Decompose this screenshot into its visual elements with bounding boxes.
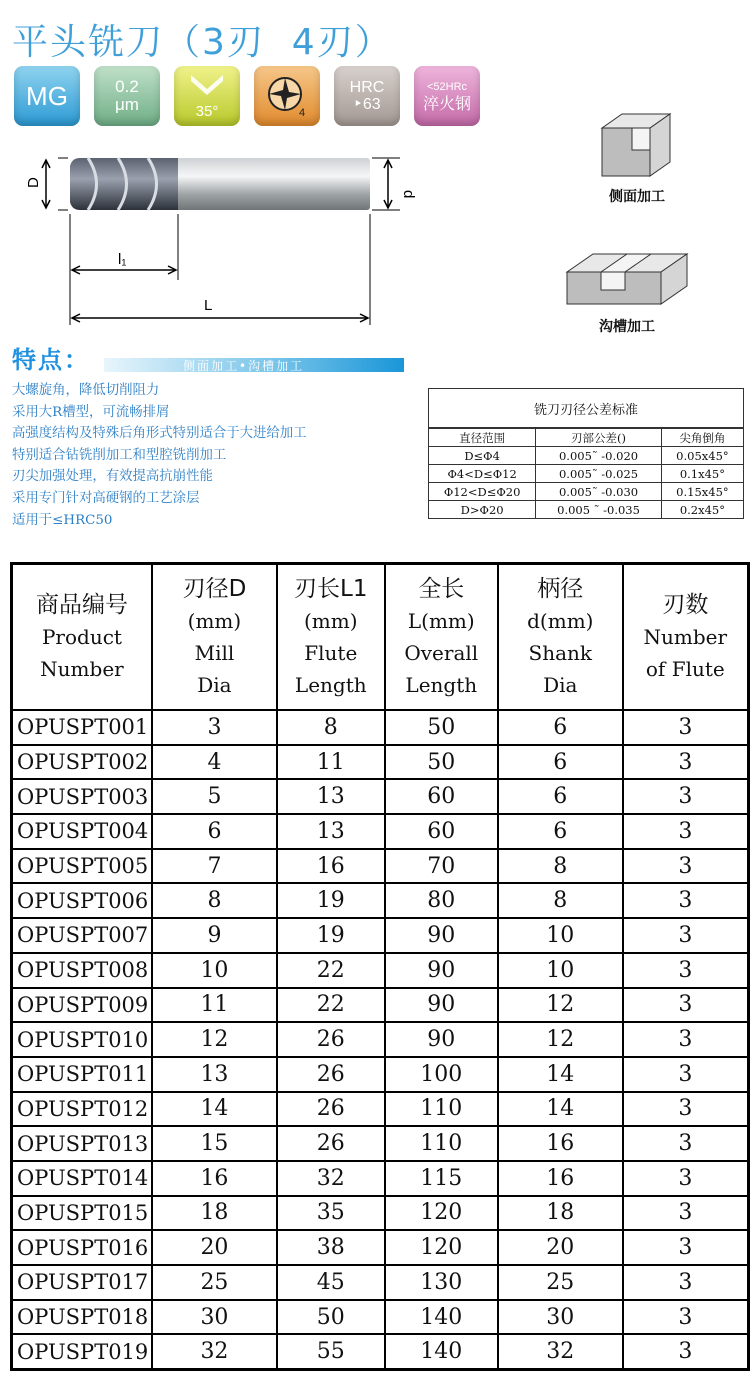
table-row: [12, 779, 749, 814]
tolerance-cell: 0.05x45°: [661, 447, 743, 465]
features-subtitle: 侧面加工•沟槽加工: [183, 359, 305, 373]
column-header: [498, 564, 623, 711]
spec-cell: 30: [152, 1300, 277, 1335]
spec-cell: 26: [277, 1092, 385, 1127]
spec-cell: 3: [623, 1126, 749, 1161]
spec-cell: 8: [277, 710, 385, 745]
D-label: D: [25, 177, 42, 188]
flute-body: [70, 158, 178, 210]
table-row: [12, 814, 749, 849]
hardened-steel-badge: [414, 66, 480, 126]
spec-cell: 3: [623, 1092, 749, 1127]
product-number-cell: OPUSPT004: [12, 814, 152, 849]
spec-cell: 3: [623, 953, 749, 988]
product-number-cell: OPUSPT014: [12, 1161, 152, 1196]
tolerance-cell: D≤Φ4: [429, 447, 536, 465]
tolerance-cell: 0.2x45°: [661, 501, 743, 519]
column-header: [152, 564, 277, 711]
tolerance-header-row: [429, 429, 743, 447]
spec-cell: 11: [152, 988, 277, 1023]
table-row: [12, 883, 749, 918]
spec-cell: 13: [152, 1057, 277, 1092]
spec-cell: 10: [152, 953, 277, 988]
spec-cell: 3: [152, 710, 277, 745]
spec-cell: 3: [623, 1022, 749, 1057]
product-number-cell: OPUSPT013: [12, 1126, 152, 1161]
tolerance-cell: 0.005˜ -0.025: [536, 465, 662, 483]
product-spec-table: [10, 562, 750, 1371]
spec-cell: 3: [623, 1161, 749, 1196]
tolerance-cell: 0.005˜ -0.020: [536, 447, 662, 465]
spec-header-row: [12, 564, 749, 711]
spec-cell: 45: [277, 1265, 385, 1300]
spec-cell: 3: [623, 988, 749, 1023]
spec-cell: 140: [385, 1300, 498, 1335]
spec-cell: 120: [385, 1196, 498, 1231]
spec-cell: 6: [498, 745, 623, 780]
spec-cell: 70: [385, 849, 498, 884]
spec-cell: 3: [623, 1196, 749, 1231]
tolerance-row: [429, 483, 743, 501]
spec-cell: 9: [152, 918, 277, 953]
spec-cell: 90: [385, 953, 498, 988]
spec-cell: 12: [498, 988, 623, 1023]
spec-cell: 3: [623, 710, 749, 745]
product-number-cell: OPUSPT017: [12, 1265, 152, 1300]
spec-cell: 20: [152, 1230, 277, 1265]
spec-cell: 35: [277, 1196, 385, 1231]
spec-cell: 19: [277, 883, 385, 918]
column-header-line: (mm): [304, 609, 358, 633]
spec-cell: 50: [385, 710, 498, 745]
table-row: [12, 918, 749, 953]
features-header: [8, 340, 412, 374]
spec-cell: 6: [498, 710, 623, 745]
column-header-line: L(mm): [407, 609, 475, 633]
spec-cell: 25: [152, 1265, 277, 1300]
tolerance-cell: D>Φ20: [429, 501, 536, 519]
slot-milling-icon: [563, 240, 691, 310]
features-title: 特点：: [12, 346, 90, 374]
slot-milling-figure: [562, 240, 692, 336]
spec-cell: 100: [385, 1057, 498, 1092]
product-number-cell: OPUSPT011: [12, 1057, 152, 1092]
spec-cell: 3: [623, 1265, 749, 1300]
feature-item: 采用专门针对高硬钢的工艺涂层: [12, 490, 200, 506]
table-row: [12, 1092, 749, 1127]
side-milling-figure: [582, 110, 692, 206]
spec-cell: 15: [152, 1126, 277, 1161]
feature-item: 适用于≤HRC50: [12, 512, 113, 528]
tolerance-cell: Φ12<D≤Φ20: [429, 483, 536, 501]
spec-cell: 26: [277, 1057, 385, 1092]
table-row: [12, 1126, 749, 1161]
table-row: [12, 849, 749, 884]
spec-cell: 8: [498, 849, 623, 884]
side-milling-icon: [592, 110, 682, 180]
hrc-value: ‣63: [353, 96, 381, 113]
spec-cell: 12: [152, 1022, 277, 1057]
table-row: [12, 1057, 749, 1092]
spec-cell: 80: [385, 883, 498, 918]
spec-cell: 12: [498, 1022, 623, 1057]
side-milling-label: 侧面加工: [609, 189, 665, 205]
table-row: [12, 710, 749, 745]
flute-cross-section-icon: [265, 74, 309, 118]
spec-cell: 90: [385, 918, 498, 953]
product-number-cell: OPUSPT012: [12, 1092, 152, 1127]
helix-angle-badge: [174, 66, 240, 126]
spec-cell: 3: [623, 1057, 749, 1092]
tolerance-cell: 0.005˜ -0.030: [536, 483, 662, 501]
spec-cell: 4: [152, 745, 277, 780]
product-number-cell: OPUSPT005: [12, 849, 152, 884]
hardness-badge: [334, 66, 400, 126]
spec-cell: 8: [498, 883, 623, 918]
column-header-zh: 柄径: [537, 576, 584, 602]
tolerance-table: [428, 388, 744, 519]
features-list: [12, 380, 307, 531]
column-header-zh: 刃数: [662, 592, 709, 618]
spec-table-body: [12, 710, 749, 1370]
spec-cell: 55: [277, 1334, 385, 1369]
spec-cell: 3: [623, 918, 749, 953]
hrc-label: HRC: [349, 79, 385, 96]
product-number-cell: OPUSPT015: [12, 1196, 152, 1231]
spec-cell: 22: [277, 953, 385, 988]
table-row: [12, 1196, 749, 1231]
tolerance-header: 刃部公差(): [536, 429, 662, 447]
spec-cell: 14: [498, 1057, 623, 1092]
feature-item: 刃尖加强处理，有效提高抗崩性能: [12, 469, 213, 485]
page-title: 平头铣刀（3刃 4刃）: [12, 22, 393, 63]
spec-cell: 120: [385, 1230, 498, 1265]
product-number-cell: OPUSPT001: [12, 710, 152, 745]
spec-cell: 22: [277, 988, 385, 1023]
spec-cell: 16: [277, 849, 385, 884]
spec-cell: 32: [498, 1334, 623, 1369]
product-number-cell: OPUSPT009: [12, 988, 152, 1023]
column-header: [12, 564, 152, 711]
feature-item: 采用大R槽型，可流畅排屑: [12, 404, 170, 420]
spec-cell: 6: [152, 814, 277, 849]
feature-item: 特别适合钻铣削加工和型腔铣削加工: [12, 447, 227, 463]
column-header-line: Length: [405, 673, 478, 697]
table-row: [12, 1300, 749, 1335]
spec-cell: 130: [385, 1265, 498, 1300]
spec-cell: 110: [385, 1092, 498, 1127]
column-header-zh: 全长: [418, 576, 465, 602]
spec-cell: 14: [498, 1092, 623, 1127]
product-number-cell: OPUSPT016: [12, 1230, 152, 1265]
spec-cell: 16: [498, 1126, 623, 1161]
product-number-cell: OPUSPT008: [12, 953, 152, 988]
product-number-cell: OPUSPT002: [12, 745, 152, 780]
table-row: [12, 988, 749, 1023]
spec-cell: 3: [623, 849, 749, 884]
L-label: L: [204, 297, 213, 314]
spec-cell: 14: [152, 1092, 277, 1127]
spec-cell: 90: [385, 988, 498, 1023]
product-number-cell: OPUSPT010: [12, 1022, 152, 1057]
column-header-zh: 刃径D: [182, 576, 247, 602]
grain-size-badge: [94, 66, 160, 126]
spec-cell: 18: [152, 1196, 277, 1231]
mg-label: MG: [26, 80, 68, 111]
column-header-line: Shank: [528, 641, 593, 665]
table-row: [12, 1265, 749, 1300]
spec-cell: 5: [152, 779, 277, 814]
table-row: [12, 745, 749, 780]
column-header-line: Product: [41, 625, 122, 649]
column-header-line: Number: [40, 657, 124, 681]
spec-cell: 25: [498, 1265, 623, 1300]
d-label: d: [400, 190, 417, 199]
product-number-cell: OPUSPT006: [12, 883, 152, 918]
flute-count-badge: [254, 66, 320, 126]
tolerance-row: [429, 501, 743, 519]
spec-cell: 6: [498, 814, 623, 849]
hardened-steel-label: 淬火钢: [422, 96, 471, 113]
spec-cell: 13: [277, 779, 385, 814]
column-header-line: Length: [294, 673, 367, 697]
shank-body: [175, 158, 370, 210]
spec-cell: 11: [277, 745, 385, 780]
spec-cell: 60: [385, 814, 498, 849]
product-number-cell: OPUSPT018: [12, 1300, 152, 1335]
flute-count-label: 4: [299, 107, 306, 118]
spec-cell: 26: [277, 1126, 385, 1161]
spec-cell: 20: [498, 1230, 623, 1265]
column-header-line: Flute: [304, 641, 358, 665]
l1-label: l₁: [118, 251, 127, 268]
spec-cell: 16: [152, 1161, 277, 1196]
spec-cell: 3: [623, 1300, 749, 1335]
column-header-line: Dia: [197, 673, 232, 697]
spec-cell: 38: [277, 1230, 385, 1265]
column-header-line: Number: [643, 625, 728, 649]
tolerance-header: 直径范围: [429, 429, 536, 447]
spec-cell: 8: [152, 883, 277, 918]
spec-cell: 90: [385, 1022, 498, 1057]
product-number-cell: OPUSPT007: [12, 918, 152, 953]
spec-cell: 13: [277, 814, 385, 849]
tolerance-cell: Φ4<D≤Φ12: [429, 465, 536, 483]
feature-item: 高强度结构及特殊后角形式特别适合于大进给加工: [12, 426, 307, 442]
table-row: [12, 1334, 749, 1369]
spec-cell: 16: [498, 1161, 623, 1196]
end-mill-drawing: [0, 140, 440, 335]
tolerance-cell: 0.1x45°: [661, 465, 743, 483]
column-header: [385, 564, 498, 711]
table-row: [12, 1230, 749, 1265]
column-header-line: Overall: [404, 641, 479, 665]
column-header-line: (mm): [187, 609, 242, 633]
tolerance-row: [429, 465, 743, 483]
feature-item: 大螺旋角，降低切削阻力: [12, 383, 160, 398]
column-header-line: Mill: [194, 641, 235, 665]
tolerance-cell: 0.005 ˜ -0.035: [536, 501, 662, 519]
spec-cell: 26: [277, 1022, 385, 1057]
spec-cell: 3: [623, 745, 749, 780]
mg-grade-badge: [14, 66, 80, 126]
spec-cell: 50: [385, 745, 498, 780]
spec-cell: 110: [385, 1126, 498, 1161]
spec-cell: 115: [385, 1161, 498, 1196]
feature-badges: [14, 66, 480, 126]
spec-cell: 30: [498, 1300, 623, 1335]
tolerance-cell: 0.15x45°: [661, 483, 743, 501]
column-header-line: Dia: [543, 673, 578, 697]
product-number-cell: OPUSPT019: [12, 1334, 152, 1369]
spec-cell: 19: [277, 918, 385, 953]
spec-cell: 32: [152, 1334, 277, 1369]
spec-cell: 7: [152, 849, 277, 884]
table-row: [12, 1022, 749, 1057]
column-header-zh: 商品编号: [35, 592, 128, 618]
grain-size-unit: μm: [115, 95, 139, 114]
spec-cell: 18: [498, 1196, 623, 1231]
grain-size-value: 0.2: [115, 77, 139, 96]
product-number-cell: OPUSPT003: [12, 779, 152, 814]
spec-cell: 10: [498, 953, 623, 988]
helix-angle-label: 35°: [195, 102, 219, 120]
table-row: [12, 953, 749, 988]
column-header: [623, 564, 749, 711]
tolerance-row: [429, 447, 743, 465]
column-header-line: d(mm): [527, 609, 594, 633]
column-header-zh: 刃长L1: [294, 576, 368, 602]
tolerance-title: 铣刀刃径公差标准: [429, 389, 743, 428]
spec-cell: 3: [623, 1230, 749, 1265]
table-row: [12, 1161, 749, 1196]
tolerance-grid: [429, 428, 743, 518]
hardened-steel-hrc: <52HRc: [426, 81, 468, 93]
spec-cell: 3: [623, 779, 749, 814]
spec-cell: 50: [277, 1300, 385, 1335]
spec-cell: 32: [277, 1161, 385, 1196]
spec-cell: 3: [623, 883, 749, 918]
spec-cell: 10: [498, 918, 623, 953]
spec-cell: 140: [385, 1334, 498, 1369]
column-header: [277, 564, 385, 711]
helix-angle-icon: [187, 73, 227, 103]
column-header-line: of Flute: [645, 657, 725, 681]
spec-cell: 60: [385, 779, 498, 814]
slot-milling-label: 沟槽加工: [599, 319, 655, 335]
tolerance-header: 尖角倒角: [661, 429, 743, 447]
spec-cell: 3: [623, 814, 749, 849]
spec-cell: 6: [498, 779, 623, 814]
spec-cell: 3: [623, 1334, 749, 1369]
